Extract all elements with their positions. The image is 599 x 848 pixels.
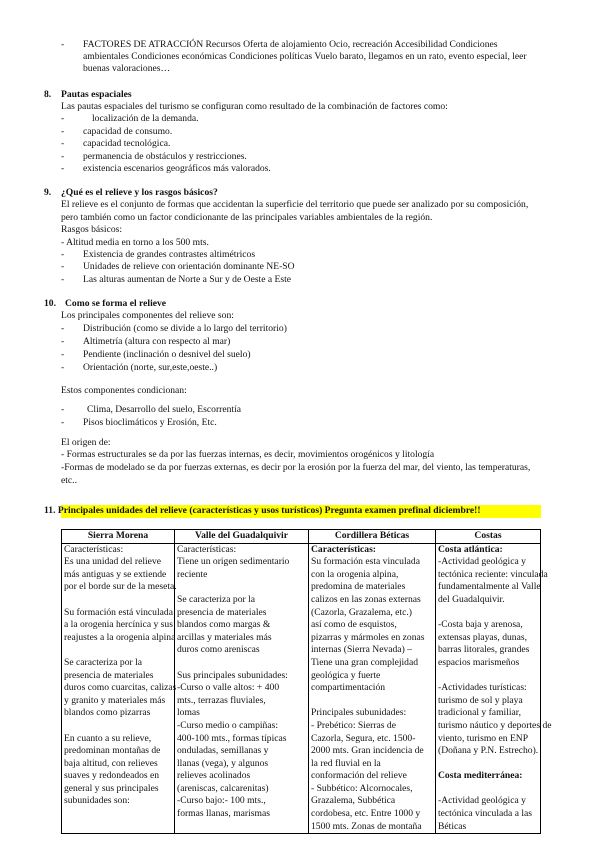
table-cell-line: del Guadalquivir. <box>438 593 505 605</box>
intro-bullet-line-2: ambientales Condiciones económicas Condiciones políticas Vuelo barato, llegamos en un rato, evento especial, leer <box>83 51 527 62</box>
section-9-line-4: - Altitud media en torno a los 500 mts. <box>61 237 209 248</box>
table-cell-line: predomina de materiales <box>311 581 406 593</box>
list-item: - localización de la demanda. <box>61 113 199 124</box>
table-cell-line: presencia de materiales <box>64 669 154 681</box>
section-10-number: 10. <box>44 298 56 309</box>
table-cell-line: Características: <box>177 543 237 555</box>
table-cell-line: Costa atlántica: <box>438 543 503 555</box>
table-cell-line <box>64 720 172 733</box>
table-cell-line: viento, turismo en ENP <box>438 732 529 744</box>
table-cell-line: 2000 mts. Gran incidencia de <box>311 745 424 757</box>
section-10-origin-line-2: -Formas de modelado se da por fuerzas externas, es decir por la erosión por la fuerza del mar, del viento, las temperaturas, <box>61 462 531 473</box>
list-item: - capacidad tecnológica. <box>61 138 171 149</box>
table-cell-line: (Doñana y P.N. Estrecho). <box>438 745 539 757</box>
table-cell-line: extensas playas, dunas, <box>438 631 527 643</box>
list-item: - permanencia de obstáculos y restricciones. <box>61 150 247 162</box>
section-10-origin-line-1: - Formas estructurales se da por las fuerzas internas, es decir, movimientos orogénicos y litología <box>61 449 435 460</box>
table-cell-line: lomas <box>177 707 200 719</box>
table-cell-line: -Curso medio o campiñas: <box>177 719 278 731</box>
list-item: - Clima, Desarrollo del suelo, Escorrentía <box>61 404 241 415</box>
table-cell-line: así como de esquistos, <box>311 619 397 631</box>
table-cell-line: -Curso o valle altos: + 400 <box>177 682 280 694</box>
table-cell-line: blandos como pizarras <box>64 707 151 719</box>
list-item: - Distribución (como se divide a lo largo del territorio) <box>61 323 287 334</box>
table-cell-line: - Prebético: Sierras de <box>311 719 396 731</box>
table-cell-line: cordobesa, etc. Entre 1000 y <box>311 808 421 820</box>
table-cell-sierra-morena <box>62 543 175 834</box>
list-item: - Existencia de grandes contrastes altimétricos <box>61 249 256 260</box>
table-cell-line: Sus principales subunidades: <box>177 669 288 681</box>
table-cell-line: suaves y redondeados en <box>64 770 160 782</box>
table-cell-line: fundamentalmente al Valle <box>438 581 541 593</box>
list-item: - Orientación (norte, sur,este,oeste..) <box>61 362 218 373</box>
table-cell-line: conformación del relieve <box>311 770 407 782</box>
table-cell-line: 400-100 mts., formas típicas <box>177 732 287 744</box>
table-header-row <box>62 530 541 544</box>
table-cell-line: por el borde sur de la meseta. <box>64 581 177 593</box>
list-item: - capacidad de consumo. <box>61 125 173 137</box>
intro-bullet-dash: - <box>61 39 65 50</box>
table-cell-line: Grazalema, Subbética <box>311 795 396 807</box>
table-cell-line: (Cazorla, Grazalema, etc.) <box>311 606 412 618</box>
table-cell-line: Características: <box>311 543 376 555</box>
section-10-condition-intro: Estos componentes condicionan: <box>61 385 187 396</box>
section-9-line-2: pero también como un factor condicionante de las principales variables ambientales de la región. <box>61 212 433 223</box>
table-cell-line: Características: <box>64 543 124 555</box>
table-cell-line: 1500 mts. Zonas de montaña <box>311 820 422 832</box>
table-cell-line: onduladas, semillanas y <box>177 745 269 757</box>
list-item: - Pendiente (inclinación o desnivel del suelo) <box>61 349 251 360</box>
table-cell-line: Su formación está vinculada <box>64 606 173 618</box>
table-cell-line: llanas (vega), y algunos <box>177 757 269 769</box>
table-cell-line: subunidades son: <box>64 795 130 807</box>
table-cell-line: pizarras y mármoles en zonas <box>311 631 425 643</box>
list-item: - Las alturas aumentan de Norte a Sur y de Oeste a Este <box>61 274 292 285</box>
table-cell-line: internas (Sierra Nevada) – <box>311 644 412 656</box>
section-10-origin-title: El origen de: <box>61 437 111 448</box>
section-9-number: 9. <box>44 187 52 198</box>
table-cell-line: Costa mediterránea: <box>438 770 523 782</box>
section-8-intro: Las pautas espaciales del turismo se configuran como resultado de la combinación de factores como: <box>61 101 448 112</box>
table-cell-line: Se caracteriza por la <box>64 656 143 668</box>
table-cell-line: duros como cuarcitas, calizas <box>64 682 177 694</box>
table-cell-line: a la orogenia hercínica y sus <box>64 619 173 631</box>
table-header: Valle del Guadalquivir <box>175 530 309 544</box>
table-cell-line <box>177 581 306 594</box>
section-8-number: 8. <box>44 89 52 100</box>
table-cell-line: -Curso bajo:- 100 mts., <box>177 795 266 807</box>
list-item: - Pisos bioclimáticos y Erosión, Etc. <box>61 417 217 428</box>
table-cell-costas <box>436 543 552 834</box>
section-10-intro: Los principales componentes del relieve son: <box>61 310 234 321</box>
table-cell-line: arcillas y materiales más <box>177 631 272 643</box>
section-10-title: Como se forma el relieve <box>65 298 167 309</box>
table-cell-line: Tiene una gran complejidad <box>311 656 419 668</box>
table-cell-line <box>438 758 538 771</box>
table-cell-line: Cazorla, Segura, etc. 1500- <box>311 732 416 744</box>
table-cell-line: blandos como margas & <box>177 619 271 631</box>
table-cell-line: Se caracteriza por la <box>177 593 256 605</box>
table-cell-line: tradicional y familiar, <box>438 707 521 719</box>
table-cell-line: tectónica vinculada a las <box>438 808 533 820</box>
table-header: Sierra Morena <box>62 530 175 544</box>
list-item: - Unidades de relieve con orientación dominante NE-SO <box>61 261 295 272</box>
table-cell-line: Es una unidad del relieve <box>64 556 161 568</box>
table-header: Cordillera Béticas <box>309 530 436 544</box>
table-cell-line: la red fluvial en la <box>311 757 381 769</box>
table-cell-line: más antiguas y se extiende <box>64 568 167 580</box>
table-cell-line: - Subbético: Alcornocales, <box>311 782 413 794</box>
table-row <box>62 543 541 834</box>
section-8-title: Pautas espaciales <box>61 89 132 100</box>
intro-bullet-line-1: FACTORES DE ATRACCIÓN Recursos Oferta de alojamiento Ocio, recreación Accesibilidad Condiciones <box>83 39 498 50</box>
list-item: - existencia escenarios geográficos más valorados. <box>61 163 271 174</box>
table-cell-line: Su formación esta vinculada <box>311 556 420 568</box>
table-cell-line <box>438 607 538 620</box>
table-cell-line: geológica y fuerte <box>311 669 381 681</box>
table-cell-line: formas llanas, marismas <box>177 808 270 820</box>
table-cell-cordillera-beticas <box>309 543 436 834</box>
intro-bullet-line-3: buenas valoraciones… <box>83 63 171 74</box>
table-cell-line <box>438 670 538 683</box>
table-cell-line: Principales subunidades: <box>311 707 407 719</box>
table-cell-line: compartimentación <box>311 682 386 694</box>
table-cell-line: turismo náutico y deportes de <box>438 719 552 731</box>
table-cell-line: Tiene un origen sedimentario <box>177 556 290 568</box>
table-cell-line <box>177 657 306 670</box>
table-cell-line: tectónica reciente: vinculada <box>438 568 548 580</box>
table-cell-line: presencia de materiales <box>177 606 267 618</box>
section-9-line-1: El relieve es el conjunto de formas que accidentan la superficie del territorio que puede ser analizado por su composición, <box>61 199 529 210</box>
table-cell-line: barras litorales, grandes <box>438 644 530 656</box>
table-cell-line: -Actividad geológica y <box>438 556 526 568</box>
section-9-title: ¿Qué es el relieve y los rasgos básicos? <box>61 187 218 198</box>
section-10-origin-line-3: etc.. <box>61 475 77 486</box>
table-cell-line <box>438 783 538 796</box>
table-cell-line: baja altitud, con relieves <box>64 757 158 769</box>
relief-units-table <box>61 529 552 834</box>
table-cell-valle-guadalquivir <box>175 543 309 834</box>
table-cell-line: -Costa baja y arenosa, <box>438 619 523 631</box>
table-cell-line <box>311 695 433 708</box>
table-cell-line: -Actividad geológica y <box>438 795 526 807</box>
table-cell-line <box>64 594 172 607</box>
table-cell-line: Béticas <box>438 820 467 832</box>
table-cell-line: y granito y materiales más <box>64 694 166 706</box>
table-cell-line: reajustes a la orogenia alpina <box>64 631 176 643</box>
table-cell-line: turismo de sol y playa <box>438 694 523 706</box>
table-cell-line: En cuanto a su relieve, <box>64 732 152 744</box>
table-cell-line: relieves acolinados <box>177 770 251 782</box>
table-cell-line: predominan montañas de <box>64 745 161 757</box>
table-cell-line: calizos en las zonas externas <box>311 593 421 605</box>
table-cell-line: general y sus principales <box>64 782 159 794</box>
table-cell-line: reciente <box>177 568 208 580</box>
table-cell-line: con la orogenia alpina, <box>311 568 399 580</box>
section-11-heading: 11. Principales unidades del relieve (características y usos turísticos) Pregunta examen prefinal diciembre!! <box>44 505 481 516</box>
table-cell-line <box>64 644 172 657</box>
table-cell-line: mts., terrazas fluviales, <box>177 694 266 706</box>
table-cell-line: -Actividades turísticas: <box>438 682 527 694</box>
table-header: Costas <box>436 530 541 544</box>
section-9-line-3: Rasgos básicos: <box>61 224 123 235</box>
list-item: - Altimetría (altura con respecto al mar) <box>61 336 231 347</box>
table-cell-line: espacios marismeños <box>438 656 520 668</box>
table-cell-line: (areniscas, calcarenitas) <box>177 782 269 794</box>
table-cell-line: duros como areniscas <box>177 644 260 656</box>
